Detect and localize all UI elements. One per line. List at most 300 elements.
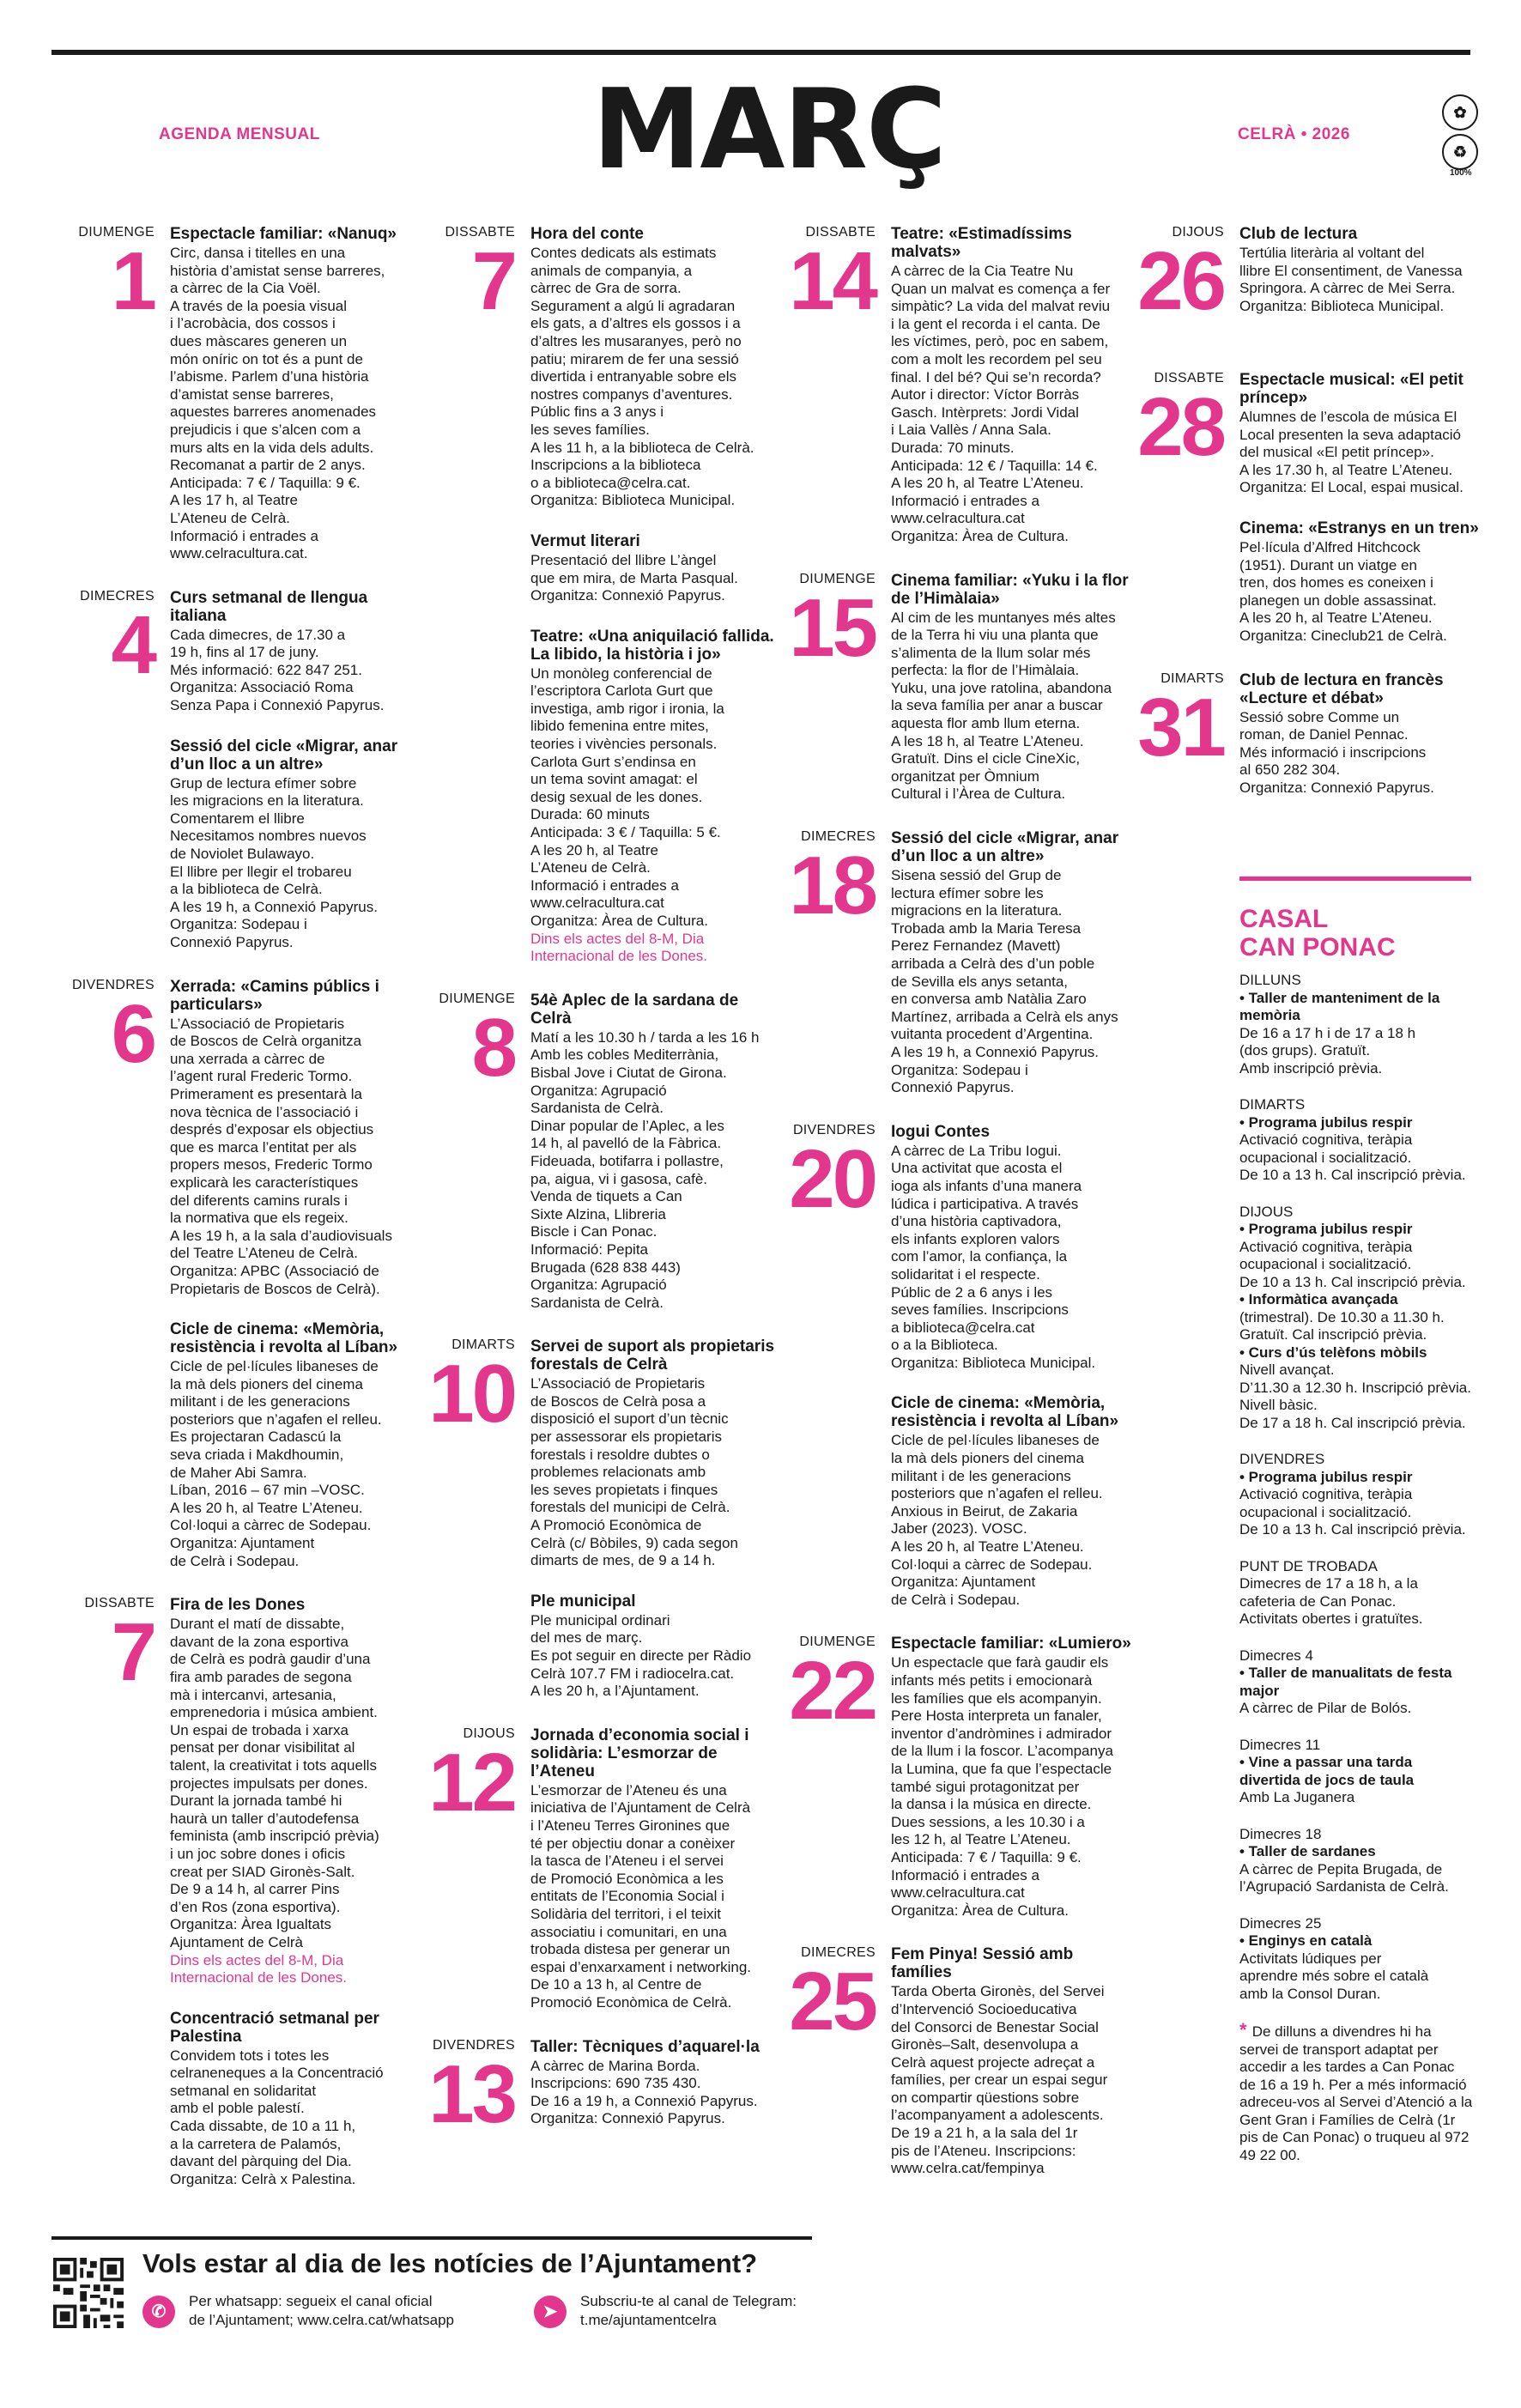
event-line: celraneneques a la Concentració — [170, 2065, 384, 2082]
casal-section — [1239, 1647, 1473, 1718]
event-line: organitzat per Òmnium — [891, 767, 1039, 785]
event-line: prejudicis i que s’alcen com a — [170, 421, 361, 438]
event-line: Organitza: Ajuntament — [891, 1574, 1036, 1591]
event-line: divertida i entranyable sobre els — [530, 368, 737, 385]
event — [170, 2010, 417, 2189]
agenda-entry — [788, 225, 1138, 546]
event — [891, 1123, 1138, 1373]
event-line: Sardanista de Celrà. — [530, 1294, 664, 1311]
casal-detail: Amb La Juganera — [1239, 1789, 1355, 1805]
whatsapp-line-1: Per whatsapp: segueix el canal oficial — [189, 2293, 433, 2309]
casal-detail: l’Agrupació Sardanista de Celrà. — [1239, 1878, 1449, 1895]
event-line: Carlota Gurt s’endinsa en — [530, 753, 696, 770]
event-line: www.celracultura.cat — [530, 895, 664, 912]
event-line: Gironès–Salt, desenvolupa a — [891, 2036, 1079, 2053]
event-line: seves famílies. Inscripcions — [891, 1301, 1069, 1319]
event-line: Local presenten la seva adaptació — [1239, 426, 1462, 443]
event-line: simpàtic? La vida del malvat reviu — [891, 298, 1111, 315]
event-line: de Celrà es podrà gaudir d’una — [170, 1651, 371, 1668]
event-line: davant del pàrquing del Dia. — [170, 2153, 352, 2170]
event-line: A les 19 h, a Connexió Papyrus. — [170, 898, 378, 915]
event-title: Club de lectura en francès «Lecture et débat» — [1239, 670, 1444, 707]
day-number: 8 — [471, 1001, 515, 1094]
event-title: Teatre: «Estimadíssims malvats» — [891, 225, 1072, 261]
event-line: Líban, 2016 – 67 min –VOSC. — [170, 1482, 365, 1499]
day-number: 22 — [789, 1645, 876, 1738]
event-line: Convidem tots i totes les — [170, 2047, 330, 2064]
casal-detail: ocupacional i socialització. — [1239, 1149, 1412, 1166]
event — [1239, 225, 1487, 315]
event-line: problemes relacionats amb — [530, 1464, 706, 1481]
casal-activity: • Informàtica avançada — [1239, 1291, 1398, 1307]
event-line: pensat per donar visibilitat al — [170, 1739, 355, 1756]
event-line: la Lumina, que fa que l’espectacle — [891, 1760, 1112, 1777]
event-line: d’Intervenció Socioeducativa — [891, 2000, 1077, 2017]
day-number: 20 — [789, 1132, 876, 1225]
agenda-entry — [1136, 225, 1487, 345]
event-line: Tertúlia literària al voltant del — [1239, 245, 1425, 261]
event-line: per assessorar els propietaris — [530, 1428, 722, 1446]
agenda-label: AGENDA MENSUAL — [159, 125, 320, 143]
event-line: Organitza: Agrupació — [530, 1082, 667, 1099]
event-note: Dins els actes del 8-M, Dia — [530, 930, 705, 947]
day-number: 7 — [111, 1606, 155, 1699]
event-title: Taller: Tècniques d’aquarel·la — [530, 2037, 760, 2056]
event-line: l’abisme. Parlem d’una història — [170, 368, 369, 385]
event-line: Durada: 70 minuts. — [891, 439, 1015, 456]
event-line: càrrec de Gra de sorra. — [530, 280, 682, 297]
event-line: forestals i resoldre dubtes o — [530, 1446, 710, 1463]
event-line: Es pot seguir en directe per Ràdio — [530, 1647, 752, 1664]
event-line: Cicle de pel·lícules libaneses de — [170, 1358, 379, 1375]
event-line: projectes impulsats per dones. — [170, 1774, 368, 1792]
casal-detail: Gratuït. Cal inscripció prèvia. — [1239, 1326, 1427, 1343]
telegram-text — [580, 2292, 797, 2330]
event-line: la mà dels pioners del cinema — [170, 1375, 363, 1392]
event-line: mà i intercanvi, artesania, — [170, 1686, 336, 1703]
event-line: Organitza: Biblioteca Municipal. — [1239, 297, 1445, 314]
event-line: Organitza: Connexió Papyrus. — [1239, 779, 1434, 796]
event-line: explicarà les característiques — [170, 1174, 359, 1191]
event — [891, 572, 1138, 804]
event-line: Organitza: Sodepau i — [891, 1061, 1028, 1078]
event-line: aquestes barreres anomenades — [170, 403, 377, 421]
event-line: seva criada i Makdhoumin, — [170, 1447, 344, 1464]
weekday-label: DIUMENGE — [799, 1635, 876, 1650]
day-number: 10 — [428, 1348, 515, 1441]
event-line: les 12 h, al Teatre L’Ateneu. — [891, 1831, 1071, 1848]
event-line: haurà un taller d’autodefensa — [170, 1810, 360, 1827]
event-line: Presentació del llibre L’àngel — [530, 551, 717, 568]
casal-activity: • Programa jubilus respir — [1239, 1468, 1413, 1485]
casal-detail: amb la Consol Duran. — [1239, 1985, 1381, 2002]
casal-section — [1239, 1915, 1473, 2004]
event-line: d’una història captivadora, — [891, 1213, 1062, 1230]
event-line: Organitza: Àrea de Cultura. — [530, 913, 708, 929]
transport-note-text: De dilluns a divendres hi ha servei de transport adaptat per accedir a les tardes a Can Ponac de 16 a 19 h. Per a més informació adreceu-vos al Servei d’Atenció a la Gent Gran i Famílies de Celrà (1r pis de Can Ponac) o truqueu al 972 49 22 00. — [1239, 2023, 1473, 2163]
event-title: Espectacle familiar: «Lumiero» — [891, 1635, 1131, 1653]
event-line: lúdica i participativa. A través — [891, 1195, 1079, 1212]
day-number: 4 — [111, 598, 155, 691]
location-year-label: CELRÀ • 2026 — [1238, 125, 1350, 143]
event — [530, 532, 778, 605]
event-line: L’Associació de Propietaris — [170, 1015, 345, 1032]
event-line: murs alts en la vida dels adults. — [170, 439, 374, 456]
day-number: 25 — [789, 1956, 876, 2048]
event-line: L’esmorzar de l’Ateneu és una — [530, 1781, 727, 1798]
whatsapp-icon[interactable]: ✆ — [142, 2296, 175, 2328]
event-line: Necesitamos nombres nuevos — [170, 828, 367, 845]
event-line: Públic fins a 3 anys i — [530, 403, 664, 421]
weekday-label: DIMECRES — [801, 1945, 876, 1961]
event-line: Solidària del territori, i el teixit — [530, 1905, 722, 1922]
event-title: 54è Aplec de la sardana de Celrà — [530, 991, 739, 1028]
agenda-entry — [788, 1123, 1138, 1610]
event-line: Primerament es presentarà la — [170, 1085, 362, 1102]
event-line: a la biblioteca de Celrà. — [170, 881, 323, 898]
event-line: Yuku, una jove ratolina, abandona — [891, 679, 1112, 696]
event-line: Alumnes de l’escola de música El — [1239, 409, 1457, 425]
event-line: i l’Ateneu Terres Gironines que — [530, 1817, 730, 1834]
event-title: Fira de les Dones — [170, 1596, 306, 1615]
event-line: Ple municipal ordinari — [530, 1611, 670, 1629]
event-title: Servei de suport als propietaris forestals de Celrà — [530, 1337, 775, 1374]
event-line: iniciativa de l’Ajuntament de Celrà — [530, 1799, 751, 1817]
event-line: De 9 a 14 h, al carrer Pins — [170, 1881, 340, 1898]
casal-detail: De 10 a 13 h. Cal inscripció prèvia. — [1239, 1273, 1466, 1290]
event-line: Trobada amb la Maria Teresa — [891, 919, 1082, 937]
event-line: a càrrec de la Cia Voël. — [170, 280, 321, 297]
event-line: El llibre per llegir el trobareu — [170, 863, 352, 880]
event-line: la normativa que els regeix. — [170, 1210, 348, 1227]
day-number: 12 — [428, 1736, 515, 1829]
event-line: Organitza: Àrea de Cultura. — [891, 1902, 1069, 1919]
event-line: Martínez, arribada a Celrà els anys — [891, 1008, 1118, 1025]
day-number: 31 — [1137, 681, 1224, 773]
casal-detail: aprendre més sobre el català — [1239, 1968, 1429, 1984]
event-line: que em mira, de Marta Pasqual. — [530, 569, 738, 586]
event-line: Quan un malvat es comença a fer — [891, 280, 1111, 297]
event-line: la mà dels pioners del cinema — [891, 1450, 1084, 1467]
day-number: 14 — [789, 235, 876, 327]
event-line: (1951). Durant un viatge en — [1239, 556, 1417, 573]
event-line: Públic de 2 a 6 anys i les — [891, 1283, 1053, 1301]
event-line: Organitza: Associació Roma — [170, 679, 354, 696]
casal-section-head: PUNT DE TROBADA — [1239, 1557, 1378, 1574]
weekday-label: DIMECRES — [80, 588, 155, 604]
casal-section — [1239, 972, 1473, 1077]
event-line: arribada a Celrà des d’un poble — [891, 955, 1095, 972]
event-title: Club de lectura — [1239, 225, 1358, 243]
casal-detail: Amb inscripció prèvia. — [1239, 1059, 1383, 1077]
event-line: L’Ateneu de Celrà. — [530, 859, 651, 876]
event — [530, 992, 778, 1313]
event — [891, 1945, 1138, 2178]
event-line: fira amb parades de segona — [170, 1669, 352, 1685]
event-line: Gasch. Intèrprets: Jordi Vidal — [891, 403, 1079, 421]
event-line: Anticipada: 7 € / Taquilla: 9 €. — [170, 474, 361, 491]
casal-detail: Activitats obertes i gratuïtes. — [1239, 1610, 1423, 1627]
casal-section — [1239, 1826, 1473, 1896]
casal-detail: De 10 a 13 h. Cal inscripció prèvia. — [1239, 1167, 1466, 1183]
event-line: A les 18 h, al Teatre L’Ateneu. — [891, 732, 1084, 749]
weekday-label: DIVENDRES — [71, 977, 155, 992]
event-line: Sessió sobre Comme un — [1239, 708, 1400, 725]
event-line: ioga als infants d’una manera — [891, 1177, 1082, 1194]
event — [170, 1320, 417, 1570]
event-line: Informació i entrades a — [530, 876, 679, 894]
event-line: Un espectacle que farà gaudir els — [891, 1654, 1109, 1671]
event-line: del musical «El petit príncep». — [1239, 444, 1434, 461]
event-line: Jaber (2023). VOSC. — [891, 1520, 1027, 1538]
casal-section-head: DIJOUS — [1239, 1203, 1294, 1220]
event-line: perfecta: la flor de l’Himàlaia. — [891, 662, 1080, 679]
event-line: tren, dos homes es coneixen i — [1239, 574, 1433, 591]
event-line: Brugada (628 838 443) — [530, 1259, 681, 1276]
event — [891, 225, 1138, 546]
event-line: Celrà aquest projecte adreçat a — [891, 2053, 1095, 2071]
casal-section-head: DILLUNS — [1239, 972, 1301, 988]
event-line: d’en Ros (zona esportiva). — [170, 1898, 341, 1915]
agenda-entry — [427, 992, 778, 1313]
event-line: i Laia Vallès / Anna Sala. — [891, 422, 1051, 439]
event-line: Inscripcions a la biblioteca — [530, 457, 701, 474]
event-line: forestals del municipi de Celrà. — [530, 1499, 730, 1516]
event-title: Vermut literari — [530, 531, 640, 550]
day-number: 28 — [1137, 381, 1224, 473]
event-line: Celrà (c/ Bòbiles, 9) cada segon — [530, 1534, 738, 1551]
weekday-label: DISSABTE — [805, 225, 876, 240]
event-line: Promoció Econòmica de Celrà. — [530, 1993, 732, 2011]
event-line: entitats de l’Economia Social i — [530, 1888, 724, 1905]
casal-detail: Activació cognitiva, teràpia — [1239, 1238, 1413, 1255]
event — [170, 737, 417, 952]
event-line: A les 20 h, al Teatre L’Ateneu. — [891, 475, 1084, 492]
event-line: dimarts de mes, de 9 a 14 h. — [530, 1552, 716, 1569]
weekday-label: DIMARTS — [1160, 670, 1224, 686]
event-line: A les 20 h, al Teatre — [530, 841, 659, 858]
event-line: com l’amor, la confiança, la — [891, 1248, 1068, 1265]
event-line: els gats, a d’altres els gossos i a — [530, 315, 741, 332]
event-line: Sixte Alzina, Llibreria — [530, 1205, 666, 1222]
event-line: s’alimenta de la llum solar més — [891, 644, 1091, 661]
casal-detail: Dimecres de 17 a 18 h, a la — [1239, 1575, 1418, 1592]
agenda-entry — [67, 1596, 417, 2188]
event-note: Internacional de les Dones. — [530, 948, 708, 965]
event-line: Matí a les 10.30 h / tarda a les 16 h — [530, 1028, 760, 1046]
ecolabel-icon: ✿ — [1442, 94, 1478, 130]
event-line: migracions en la literatura. — [891, 902, 1063, 919]
event-line: Cicle de pel·lícules libaneses de — [891, 1432, 1100, 1449]
event-line: davant de la zona esportiva — [170, 1633, 348, 1650]
event-line: de Promoció Econòmica a les — [530, 1870, 724, 1887]
event-line: Organitza: Sodepau i — [170, 916, 307, 933]
agenda-entry — [788, 1635, 1138, 1920]
casal-activity: • Vine a passar una tarda divertida de jocs de taula — [1239, 1754, 1415, 1788]
whatsapp-line-2[interactable]: de l’Ajuntament; www.celra.cat/whatsapp — [189, 2312, 454, 2328]
event-title: Curs setmanal de llengua italiana — [170, 588, 368, 625]
event-line: Connexió Papyrus. — [891, 1079, 1015, 1096]
casal-schedule — [1239, 972, 1473, 2164]
event-title: Sessió del cicle «Migrar, anar d’un lloc a un altre» — [170, 737, 398, 773]
agenda-entry — [67, 225, 417, 563]
event-line: Tarda Oberta Gironès, del Servei — [891, 1983, 1105, 2000]
event-line: De 16 a 19 h, a Connexió Papyrus. — [530, 2092, 758, 2109]
bottom-rule — [52, 2236, 812, 2240]
event-line: feminista (amb inscripció prèvia) — [170, 1828, 379, 1845]
event-line: Durant el matí de dissabte, — [170, 1616, 345, 1633]
event-line: Informació i entrades a — [891, 492, 1039, 509]
event-line: Cada dissabte, de 10 a 11 h, — [170, 2118, 356, 2135]
recycled-percent: 100% — [1450, 168, 1472, 178]
event — [891, 1394, 1138, 1609]
weekday-label: DIJOUS — [463, 1726, 515, 1741]
event-line: De 10 a 13 h, al Centre de — [530, 1976, 702, 1993]
event-line: les migracions en la literatura. — [170, 792, 364, 810]
event-line: Gratuït. Dins el cicle CineXic, — [891, 750, 1081, 767]
agenda-column-1 — [67, 225, 417, 2214]
casal-detail: De 10 a 13 h. Cal inscripció prèvia. — [1239, 1521, 1466, 1538]
event-line: Sardanista de Celrà. — [530, 1100, 664, 1117]
event-line: una xerrada a càrrec de — [170, 1050, 325, 1067]
event-line: Pel·lícula d’Alfred Hitchcock — [1239, 538, 1421, 555]
event-title: Espectacle familiar: «Nanuq» — [170, 225, 397, 243]
event-note: Internacional de les Dones. — [170, 1969, 348, 1986]
weekday-label: DISSABTE — [445, 225, 515, 240]
event-line: al 650 282 304. — [1239, 761, 1341, 779]
telegram-icon[interactable]: ➤ — [534, 2296, 567, 2328]
event-line: infants més petits i emocionarà — [891, 1672, 1093, 1689]
event-line: a biblioteca@celra.cat — [891, 1319, 1035, 1336]
casal-activity: • Taller de manteniment de la memòria — [1239, 989, 1440, 1023]
day-number: 6 — [111, 987, 155, 1080]
event-line: roman, de Daniel Pennac. — [1239, 726, 1409, 743]
event-line: que es marca l’entitat per als — [170, 1138, 357, 1155]
weekday-label: DIMARTS — [451, 1337, 515, 1353]
casal-detail: Activació cognitiva, teràpia — [1239, 1486, 1413, 1502]
event-title: Sessió del cicle «Migrar, anar d’un lloc a un altre» — [891, 829, 1119, 866]
event-line: Autor i director: Víctor Borràs — [891, 386, 1080, 403]
page-title: MARÇ — [592, 66, 945, 194]
agenda-entry — [788, 1945, 1138, 2178]
event-line: Cultural i l’Àrea de Cultura. — [891, 785, 1066, 803]
agenda-column-2 — [427, 225, 778, 2184]
event-line: A càrrec de La Tribu Iogui. — [891, 1142, 1062, 1159]
event-line: de Celrà i Sodepau. — [891, 1591, 1021, 1608]
telegram-line-2[interactable]: t.me/ajuntamentcelra — [580, 2312, 717, 2328]
casal-title-line1: CASAL — [1239, 905, 1329, 933]
event-line: www.celra.cat/fempinya — [891, 2160, 1045, 2177]
event-line: famílies, per crear un espai segur — [891, 2071, 1108, 2089]
event-line: libido femenina entre mites, — [530, 718, 709, 735]
event-line: associatiu i comunitari, en una — [530, 1923, 727, 1940]
event-line: Organitza: Àrea Igualtats — [170, 1916, 332, 1933]
event-line: A les 11 h, a la biblioteca de Celrà. — [530, 439, 754, 456]
event-line: espai d’enxarxament i networking. — [530, 1958, 752, 1975]
event-line: Propietaris de Boscos de Celrà). — [170, 1280, 380, 1297]
event-title: Cicle de cinema: «Memòria, resistència i revolta al Líban» — [891, 1394, 1119, 1431]
asterisk-icon: * — [1239, 2019, 1252, 2041]
casal-detail: D’11.30 a 12.30 h. Inscripció prèvia. — [1239, 1379, 1471, 1396]
agenda-entry — [788, 829, 1138, 1097]
event-line: Col·loqui a càrrec de Sodepau. — [170, 1517, 372, 1534]
event-line: Dinar popular de l’Aplec, a les — [530, 1117, 724, 1134]
event-line: de la llum i la foscor. L’acompanya — [891, 1743, 1113, 1760]
event-line: www.celracultura.cat — [891, 510, 1025, 527]
casal-section-head: Dimecres 18 — [1239, 1825, 1322, 1842]
event — [530, 225, 778, 510]
casal-section — [1239, 1096, 1473, 1185]
agenda-entry — [1136, 671, 1487, 798]
event-line: posteriors que n’agafen el relleu. — [891, 1485, 1103, 1502]
day-number: 26 — [1137, 235, 1224, 327]
event-line: setmanal en solidaritat — [170, 2082, 317, 2099]
event-line: Circ, dansa i titelles en una — [170, 245, 346, 261]
event-line: pis de l’Ateneu. Inscripcions: — [891, 2142, 1076, 2159]
event-line: i un joc sobre dones i oficis — [170, 1845, 346, 1862]
event-line: Amb les cobles Mediterrània, — [530, 1046, 719, 1064]
event — [170, 1596, 417, 1986]
event-line: Durant la jornada també hi — [170, 1792, 342, 1810]
event-line: trobada distesa per generar un — [530, 1941, 730, 1958]
event-line: A les 20 h, al Teatre L’Ateneu. — [1239, 610, 1433, 627]
event-line: Comentarem el llibre — [170, 810, 305, 827]
weekday-label: DISSABTE — [1154, 371, 1224, 385]
event-line: Una activitat que acosta el — [891, 1160, 1063, 1177]
event-line: en conversa amb Natàlia Zaro — [891, 991, 1087, 1008]
event-line: l’escriptora Carlota Gurt que — [530, 682, 713, 700]
agenda-column-3 — [788, 225, 1138, 2204]
event-line: animals de companyia, a — [530, 262, 693, 279]
casal-detail: Nivell avançat. — [1239, 1362, 1335, 1378]
event-line: Organitza: El Local, espai musical. — [1239, 479, 1463, 496]
casal-section — [1239, 1558, 1473, 1629]
event-line: De 19 a 21 h, a la sala del 1r — [891, 2125, 1078, 2142]
event-line: també sigui protagonitzat per — [891, 1778, 1080, 1795]
recycle-icon: ♻ — [1442, 134, 1478, 170]
casal-detail: (dos grups). Gratuït. — [1239, 1042, 1371, 1058]
event-line: de Celrà i Sodepau. — [170, 1552, 300, 1569]
event-line: de Boscos de Celrà organitza — [170, 1033, 362, 1050]
whatsapp-text — [189, 2292, 454, 2330]
event-line: amb el poble palestí. — [170, 2100, 305, 2117]
event-line: història d’amistat sense barreres, — [170, 262, 385, 279]
event-line: 14 h, al pavelló de la Fàbrica. — [530, 1135, 722, 1152]
event-line: nostres companys d’aventures. — [530, 385, 733, 403]
casal-activity: • Taller de manualitats de festa major — [1239, 1665, 1452, 1699]
event-line: Organitza: Connexió Papyrus. — [530, 2110, 725, 2127]
event-line: Organitza: Connexió Papyrus. — [530, 587, 725, 604]
event-line: i la gent el recorda i el canta. De — [891, 315, 1100, 332]
event-line: desig sexual de les dones. — [530, 788, 703, 805]
weekday-label: DIUMENGE — [78, 225, 155, 240]
event-line: lectura efímer sobre les — [891, 884, 1044, 901]
event-line: Un espai de trobada i xarxa — [170, 1721, 348, 1738]
casal-detail: De 16 a 17 h i de 17 a 18 h — [1239, 1024, 1416, 1041]
event-line: Es projectaran Cadascú la — [170, 1428, 342, 1446]
weekday-label: DISSABTE — [84, 1596, 155, 1611]
event — [530, 1726, 778, 2012]
event-line: Organitza: Biblioteca Municipal. — [891, 1354, 1096, 1371]
qr-code-icon[interactable] — [53, 2258, 124, 2328]
event-line: Informació: Pepita — [530, 1240, 649, 1258]
event — [170, 978, 417, 1299]
casal-section-head: DIVENDRES — [1239, 1451, 1325, 1467]
transport-note — [1239, 2019, 1473, 2164]
event-line: 19 h, fins al 17 de juny. — [170, 644, 319, 661]
agenda-entry — [788, 572, 1138, 804]
event-line: Més informació: 622 847 251. — [170, 661, 362, 678]
